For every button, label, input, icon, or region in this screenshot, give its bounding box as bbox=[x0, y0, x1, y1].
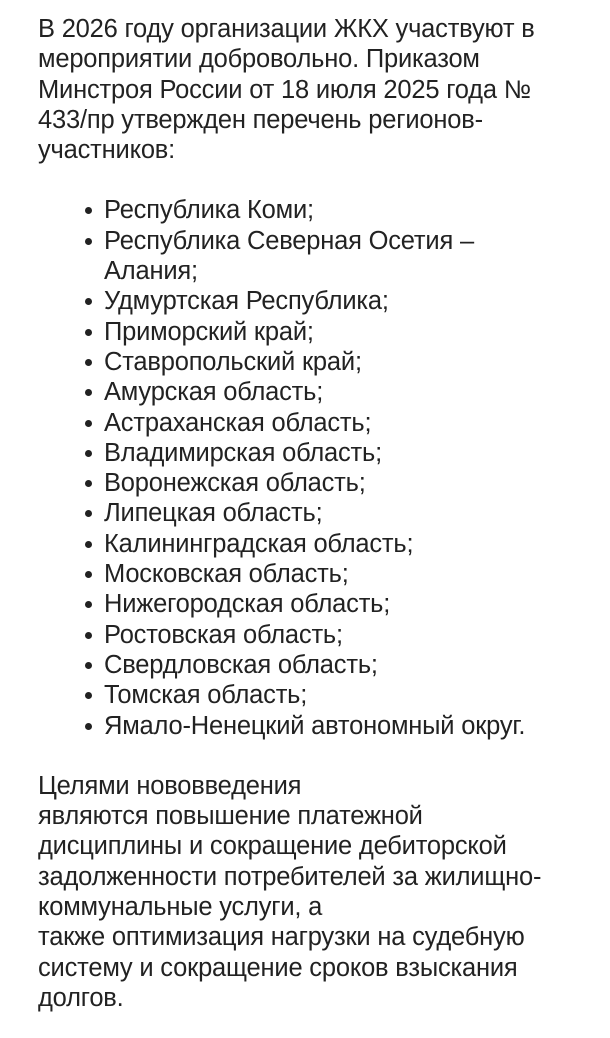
regions-list bbox=[38, 195, 560, 740]
goals-line: задолженности потребителей за жилищно- bbox=[38, 862, 542, 891]
list-item bbox=[104, 195, 560, 225]
bullet-icon bbox=[85, 238, 92, 245]
region-label: Приморский край; bbox=[104, 317, 314, 346]
goals-line: долгов. bbox=[38, 983, 124, 1012]
bullet-icon bbox=[85, 692, 92, 699]
region-label: Нижегородская область; bbox=[104, 590, 391, 619]
bullet-icon bbox=[85, 298, 92, 305]
goals-line: систему и сокращение сроков взыскания bbox=[38, 953, 518, 982]
list-item bbox=[104, 286, 560, 316]
list-item bbox=[104, 620, 560, 650]
bullet-icon bbox=[85, 571, 92, 578]
region-label: Воронежская область; bbox=[104, 469, 366, 498]
region-label: Республика Коми; bbox=[104, 196, 314, 225]
region-label: Ставропольский край; bbox=[104, 347, 362, 376]
bullet-icon bbox=[85, 723, 92, 730]
bullet-icon bbox=[85, 541, 92, 548]
goals-line: также оптимизация нагрузки на судебную bbox=[38, 923, 525, 952]
region-label: Удмуртская Республика; bbox=[104, 287, 389, 316]
goals-line: являются повышение платежной bbox=[38, 802, 423, 831]
list-item bbox=[104, 408, 560, 438]
bullet-icon bbox=[85, 632, 92, 639]
list-item bbox=[104, 559, 560, 589]
region-label: Владимирская область; bbox=[104, 438, 382, 467]
bullet-icon bbox=[85, 207, 92, 214]
region-label: Ростовская область; bbox=[104, 620, 343, 649]
intro-line: В 2026 году организации ЖКХ участвуют в bbox=[38, 15, 535, 43]
list-item bbox=[104, 498, 560, 528]
region-label: Калининградская область; bbox=[104, 529, 414, 558]
bullet-icon bbox=[85, 359, 92, 366]
intro-line: участников: bbox=[38, 136, 176, 165]
bullet-icon bbox=[85, 450, 92, 457]
bullet-icon bbox=[85, 480, 92, 487]
list-item bbox=[104, 438, 560, 468]
region-label: Московская область; bbox=[104, 560, 349, 589]
list-item bbox=[104, 529, 560, 559]
goals-line: дисциплины и сокращение дебиторской bbox=[38, 832, 507, 861]
goals-line: коммунальные услуги, а bbox=[38, 893, 323, 922]
bullet-icon bbox=[85, 662, 92, 669]
list-item bbox=[104, 377, 560, 407]
list-item bbox=[104, 711, 560, 741]
intro-line: Минстроя России от 18 июля 2025 года № bbox=[38, 75, 531, 104]
region-label-continued: Алания; bbox=[104, 257, 198, 286]
region-label: Амурская область; bbox=[104, 378, 324, 407]
goals-line: Целями нововведения bbox=[38, 771, 302, 800]
list-item bbox=[104, 347, 560, 377]
bullet-icon bbox=[85, 510, 92, 517]
region-label: Липецкая область; bbox=[104, 499, 323, 528]
bullet-icon bbox=[85, 420, 92, 427]
list-item bbox=[104, 468, 560, 498]
list-item bbox=[104, 650, 560, 680]
list-item bbox=[104, 226, 560, 287]
list-item bbox=[104, 680, 560, 710]
region-label: Ямало-Ненецкий автономный округ. bbox=[104, 711, 526, 740]
bullet-icon bbox=[85, 329, 92, 336]
region-label: Астраханская область; bbox=[104, 408, 372, 437]
region-label: Томская область; bbox=[104, 681, 308, 710]
region-label: Республика Северная Осетия – bbox=[104, 226, 474, 255]
bullet-icon bbox=[85, 601, 92, 608]
bullet-icon bbox=[85, 389, 92, 396]
list-item bbox=[104, 589, 560, 619]
region-label: Свердловская область; bbox=[104, 650, 378, 679]
intro-line: мероприятии добровольно. Приказом bbox=[38, 45, 480, 74]
list-item bbox=[104, 317, 560, 347]
goals-paragraph bbox=[38, 771, 560, 1013]
intro-line: 433/пр утвержден перечень регионов- bbox=[38, 105, 483, 134]
intro-paragraph bbox=[38, 14, 560, 165]
